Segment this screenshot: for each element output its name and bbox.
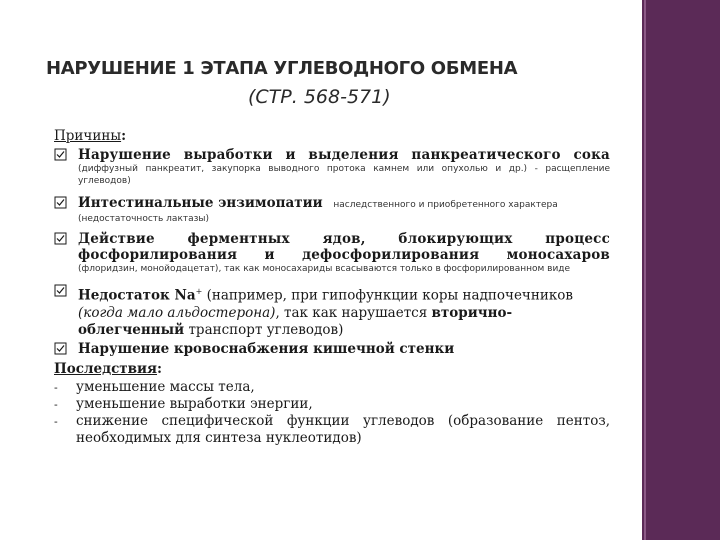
decorative-side-bar — [642, 0, 720, 540]
checkbox-bullet-icon — [54, 342, 68, 356]
cause-4-main: Недостаток Na — [78, 287, 196, 304]
cause-item-4 — [54, 283, 610, 339]
consequence-item-2 — [54, 396, 610, 413]
checkbox-bullet-icon — [54, 148, 68, 162]
cause-1-detail: (диффузный панкреатит, закупорка выводного протока камнем или опухолью и др.) - расщепление углеводов) — [78, 164, 610, 186]
cause-4-italic: (когда мало альдостерона) — [78, 304, 276, 321]
cause-4-line3: транспорт углеводов) — [188, 321, 344, 338]
consequence-1-text: уменьшение массы тела, — [76, 378, 255, 395]
consequence-2-text: уменьшение выработки энергии, — [76, 395, 313, 412]
dash-bullet: - — [54, 380, 58, 394]
causes-heading — [54, 128, 610, 144]
cause-item-2 — [54, 195, 610, 225]
checkbox-bullet-icon — [54, 196, 68, 210]
cause-2-inline: наследственного и приобретенного характера — [333, 200, 558, 210]
cause-item-5 — [54, 341, 610, 357]
consequence-3-text: снижение специфической функции углеводов (образование пентоз, необходимых для синтеза нуклеотидов) — [76, 412, 610, 446]
cause-4-sup: + — [195, 287, 203, 296]
causes-header: Причины — [54, 128, 122, 144]
checkbox-bullet-icon — [54, 284, 68, 298]
cause-2-main: Интестинальные энзимопатии — [78, 195, 323, 211]
dash-bullet: - — [54, 397, 58, 411]
cause-4-normal: (например, при гипофункции коры надпочечников — [202, 287, 574, 304]
slide-content — [54, 128, 610, 447]
consequences-header: Последствия — [54, 360, 158, 377]
cause-3-main: Действие ферментных ядов, блокирующих процесс фосфорилирования и дефосфорилирования моносахаров — [78, 231, 610, 263]
consequence-item-1 — [54, 379, 610, 396]
slide-title: НАРУШЕНИЕ 1 ЭТАПА УГЛЕВОДНОГО ОБМЕНА — [46, 58, 518, 79]
cause-5-main: Нарушение кровоснабжения кишечной стенки — [78, 340, 455, 357]
cause-1-main: Нарушение выработки и выделения панкреатического сока — [78, 147, 610, 163]
cause-item-1 — [54, 147, 610, 187]
side-bar-stripe — [644, 0, 646, 540]
cause-3-detail: (флоридзин, монойодацетат), так как моносахариды всасываются только в фосфорилированном виде — [78, 264, 571, 274]
cause-2-detail: (недостаточность лактазы) — [78, 214, 210, 224]
cause-4-bold: вторично-облегченный — [78, 304, 513, 338]
cause-4-text — [78, 283, 610, 339]
cause-2-line — [78, 195, 610, 213]
checkbox-bullet-icon — [54, 232, 68, 246]
causes-colon: : — [121, 128, 127, 144]
dash-bullet: - — [54, 414, 58, 428]
cause-4-normal-2: , так как нарушается — [275, 304, 432, 321]
cause-item-3 — [54, 231, 610, 275]
consequences-heading — [54, 361, 610, 377]
slide-subtitle: (СТР. 568-571) — [248, 86, 391, 108]
consequences-colon: : — [157, 360, 163, 377]
consequence-item-3 — [54, 413, 610, 447]
